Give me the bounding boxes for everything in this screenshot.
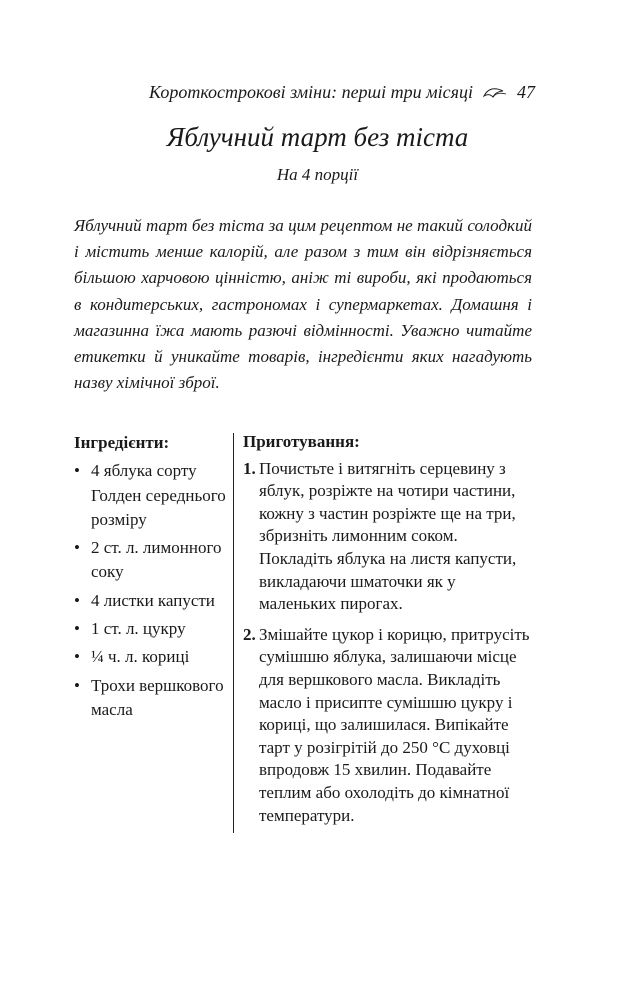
bullet-icon: • xyxy=(74,461,80,481)
ingredient-item xyxy=(74,536,229,585)
step-number: 2. xyxy=(243,624,256,644)
ingredient-item xyxy=(74,674,229,723)
running-header xyxy=(149,82,535,103)
preparation-column xyxy=(243,431,535,835)
servings-label: На 4 порції xyxy=(276,165,359,184)
running-title: Короткострокові зміни: перші три місяці xyxy=(149,82,473,102)
ingredient-text: 4 листки капусти xyxy=(91,590,215,610)
bullet-icon: • xyxy=(74,675,80,695)
ingredient-text: 1 ст. л. цукру xyxy=(91,619,186,639)
ingredients-column xyxy=(74,431,229,726)
ingredients-heading: Інгредієнти: xyxy=(74,433,170,452)
ingredient-item xyxy=(74,617,229,641)
ingredient-text: Трохи вершкового масла xyxy=(91,675,224,719)
ingredient-item xyxy=(74,459,229,532)
recipe-intro: Яблучний тарт без тіста за цим рецептом не такий солодкий і містить менше калорій, але разом з тим він відрізняється більшою харчовою цінністю, аніж ті вироби, які продаються в кондитерських, гастрономах і супермаркетах. Домашня і магазинна їжа мають разючі відмінності. Уважно читайте етикетки й уникайте товарів, інгредієнти яких нагадують назву хімічної зброї. xyxy=(74,216,532,393)
bullet-icon: • xyxy=(74,619,80,639)
ingredients-list xyxy=(74,459,229,722)
ingredient-text: 4 яблука сорту Голден середнього розміру xyxy=(91,461,226,529)
step-text: Змішайте цукор і корицю, притрусіть сумішшю яблука, залишаючи місце для вершкового масла. Викладіть масло і присипте сумішшю цукру і кориці, що залишилася. Випікайте тарт у розігрітій до 250 °C духовці впродовж 15 хвилин. Подавайте теплим або охолодіть до кімнатної температури. xyxy=(259,624,530,825)
column-divider xyxy=(233,433,234,833)
step-number: 1. xyxy=(243,458,256,478)
ingredient-text: ¼ ч. л. кориці xyxy=(91,647,190,667)
step-text: Почистьте і витягніть серцевину з яблук, розріжте на чотири частини, кожну з частин розріжте ще на три, збризніть лимонним соком. Покладіть яблука на листя капусти, викладаючи шматочки як у маленьких пирогах. xyxy=(259,458,517,614)
preparation-steps xyxy=(243,458,535,828)
ingredient-item xyxy=(74,589,229,613)
recipe-title: Яблучний тарт без тіста xyxy=(166,122,469,152)
ingredient-text: 2 ст. л. лимонного соку xyxy=(91,538,222,582)
preparation-heading: Приготування: xyxy=(243,432,360,451)
preparation-step xyxy=(243,458,535,616)
bullet-icon: • xyxy=(74,538,80,558)
bullet-icon: • xyxy=(74,647,80,667)
bullet-icon: • xyxy=(74,590,80,610)
leaf-ornament-icon xyxy=(483,86,507,100)
preparation-step xyxy=(243,624,535,827)
ingredient-item xyxy=(74,645,229,669)
page-number: 47 xyxy=(517,82,535,102)
